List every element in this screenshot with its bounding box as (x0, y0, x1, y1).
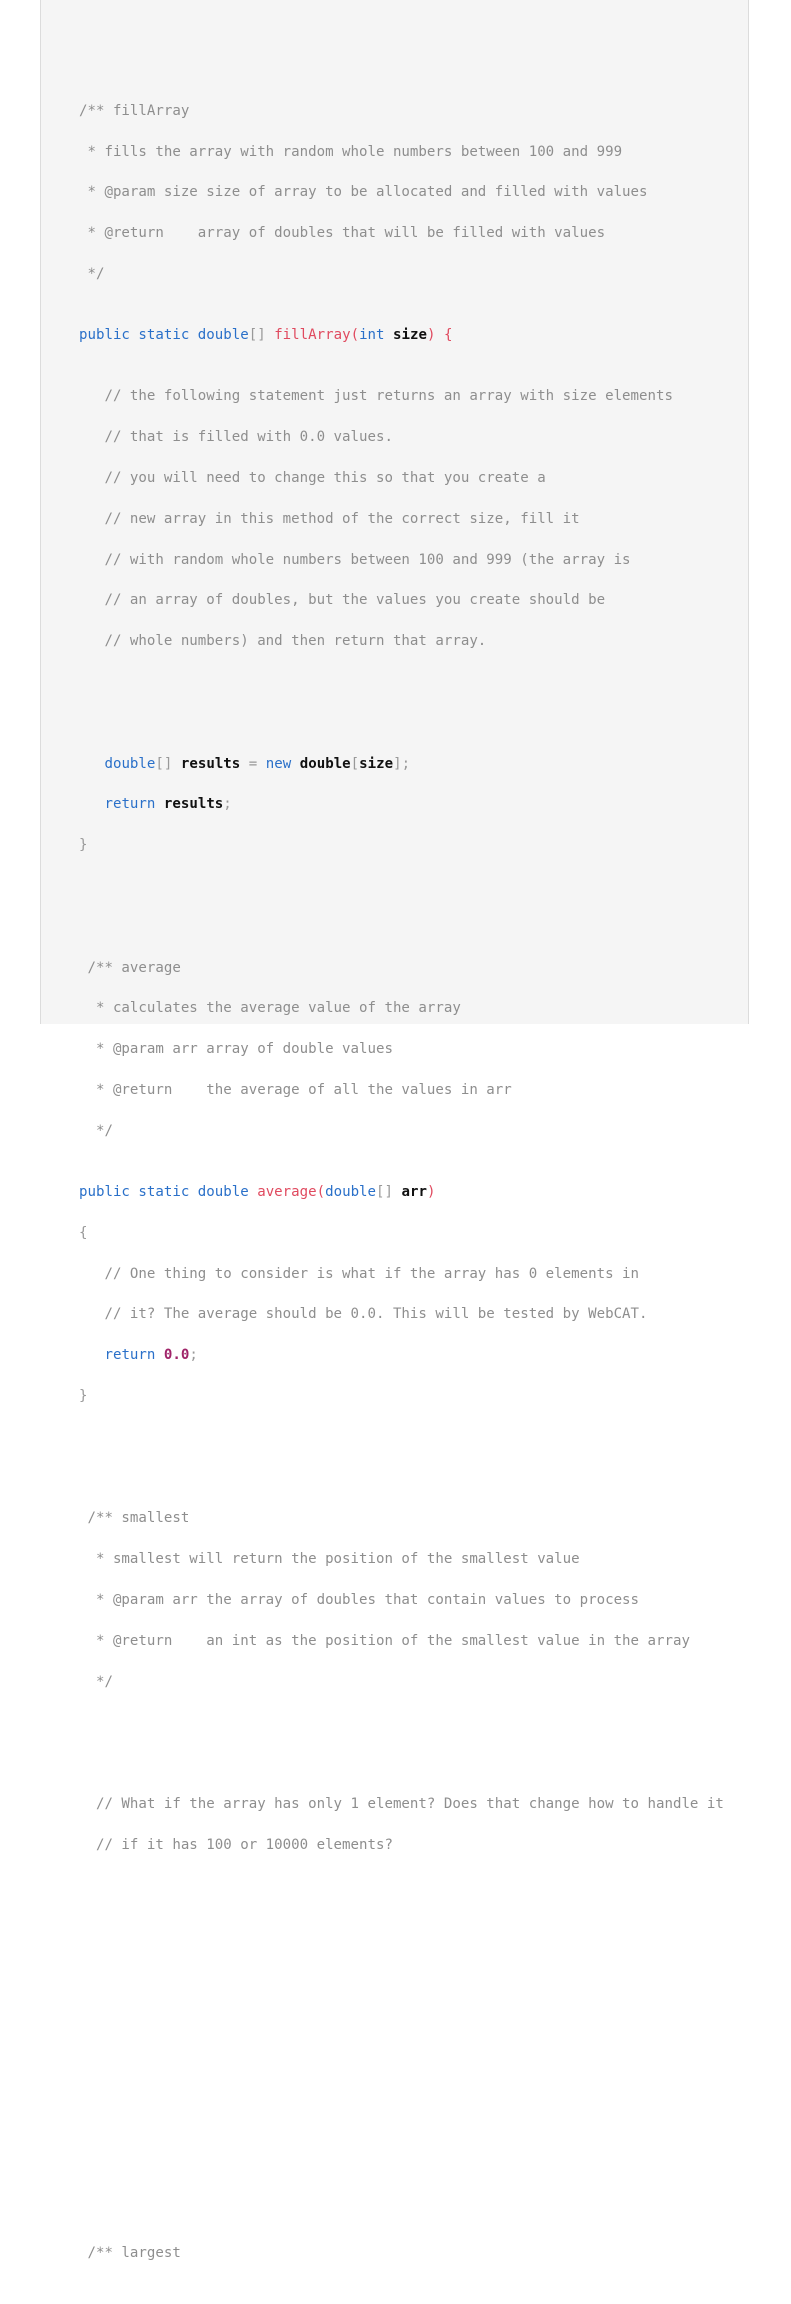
new-type: double (299, 755, 351, 772)
return-keyword: return (104, 1347, 156, 1364)
code-panel (40, 0, 749, 2261)
code-block (79, 60, 724, 2304)
return-value: 0.0 (163, 1347, 190, 1364)
large-doc-line: /** largest (79, 2244, 181, 2261)
avg-doc-line: */ (79, 1122, 113, 1139)
return-keyword: return (104, 796, 156, 813)
return-zero (79, 1345, 724, 1365)
open-bracket: [ (350, 755, 360, 772)
return-results (79, 794, 724, 814)
avg-doc-line: * @param arr array of double values (79, 1041, 393, 1058)
small-doc-line: * @return an int as the position of the smallest value in the array (79, 1632, 690, 1649)
new-keyword: new (265, 755, 292, 772)
fill-doc-line: * fills the array with random whole numbers between 100 and 999 (79, 143, 623, 160)
close-paren: ) { (426, 327, 453, 344)
avg-comment-line: // One thing to consider is what if the array has 0 elements in (79, 1265, 640, 1282)
modifiers: public static double (79, 327, 249, 344)
equals: = (248, 755, 258, 772)
semicolon: ; (223, 796, 232, 813)
fill-doc-line: */ (79, 266, 105, 282)
param-type: int (359, 327, 385, 344)
fill-doc-line: /** fillArray (79, 102, 190, 119)
fill-doc-line: * @param size size of array to be allocated and filled with values (79, 184, 648, 201)
size-identifier: size (359, 755, 394, 772)
fill-array-signature (79, 325, 724, 345)
small-doc-line: /** smallest (79, 1510, 190, 1527)
open-paren: ( (350, 327, 360, 344)
close-bracket: ]; (393, 755, 411, 772)
fill-comment-line: // new array in this method of the correct size, fill it (79, 510, 580, 527)
decl-var: results (180, 755, 241, 772)
brackets: [] (376, 1183, 394, 1200)
method-name: average (257, 1183, 317, 1200)
avg-doc-line: * @return the average of all the values in arr (79, 1081, 512, 1098)
open-brace: { (79, 1224, 88, 1241)
small-comment-line: // if it has 100 or 10000 elements? (79, 1836, 393, 1853)
fill-comment-line: // an array of doubles, but the values you create should be (79, 592, 606, 609)
param-name: arr (401, 1183, 427, 1200)
close-brace: } (79, 837, 88, 854)
close-paren: ) (426, 1183, 436, 1200)
method-name: fillArray (274, 327, 351, 344)
small-comment-line: // What if the array has only 1 element? Does that change how to handle it (79, 1795, 724, 1812)
fill-comment-line: // the following statement just returns an array with size elements (79, 388, 673, 405)
brackets: [] (248, 327, 266, 344)
avg-doc-line: /** average (79, 959, 181, 976)
avg-doc-line: * calculates the average value of the array (79, 1000, 461, 1017)
semicolon: ; (189, 1347, 198, 1364)
param-type: double (325, 1183, 377, 1200)
modifiers: public static double (79, 1183, 249, 1200)
small-doc-line: * @param arr the array of doubles that contain values to process (79, 1591, 640, 1608)
small-doc-line: */ (79, 1673, 113, 1690)
param-name: size (393, 327, 427, 344)
close-brace: } (79, 1387, 88, 1404)
decl-brackets: [] (155, 755, 173, 772)
results-declaration (79, 754, 724, 774)
avg-comment-line: // it? The average should be 0.0. This will be tested by WebCAT. (79, 1306, 648, 1323)
decl-type: double (104, 755, 156, 772)
fill-comment-line: // that is filled with 0.0 values. (79, 429, 393, 446)
fill-comment-line: // you will need to change this so that you create a (79, 470, 546, 486)
small-doc-line: * smallest will return the position of the smallest value (79, 1551, 580, 1568)
average-signature (79, 1182, 724, 1202)
open-paren: ( (316, 1183, 326, 1200)
fill-doc-line: * @return array of doubles that will be filled with values (79, 225, 606, 242)
fill-comment-line: // whole numbers) and then return that array. (79, 633, 487, 650)
return-identifier: results (163, 796, 224, 813)
fill-comment-line: // with random whole numbers between 100 and 999 (the array is (79, 551, 631, 568)
